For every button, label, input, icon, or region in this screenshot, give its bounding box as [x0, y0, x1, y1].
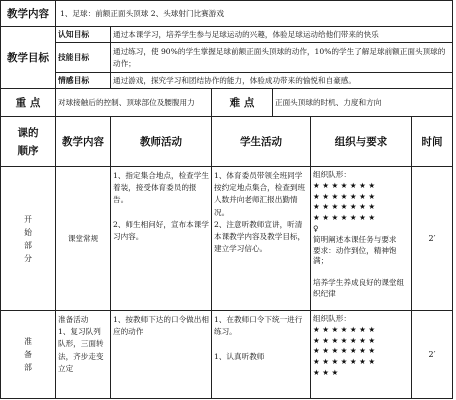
row-warmup-time: 2′ [412, 311, 453, 399]
goal-skill-text: 通过练习，使 90%的学生掌握足球前额正面头顶球的动作，10%的学生了解足球前额正面头顶球的动作； [111, 43, 453, 73]
table-row-opening [1, 167, 453, 311]
goal-cognitive-text: 通过本课学习，培养学生参与足球运动的兴趣，体验足球运动给他们带来的快乐 [111, 27, 453, 43]
goal-row-skill [1, 43, 453, 73]
col-student: 学生活动 [212, 117, 311, 167]
table-row-warmup [1, 311, 453, 399]
goal-skill-label: 技能目标 [56, 43, 111, 73]
row-opening-content: 课堂常规 [56, 167, 111, 311]
goal-cognitive-label: 认知目标 [56, 27, 111, 43]
row-opening-teacher: 1、指定集合地点，检查学生着装，接受体育委员的报告。 2、师生相问好，宣布本课学习内容。 [111, 167, 212, 311]
col-organization: 组织与要求 [311, 117, 412, 167]
row-warmup-order: 准 备 部 [1, 311, 56, 399]
goal-row-affective [1, 73, 453, 89]
difficulty-text: 正面头顶球的时机、力度和方向 [273, 89, 453, 117]
content-row [1, 1, 453, 27]
goal-row-cognitive [1, 27, 453, 43]
row-warmup-organization: 组织队形： ★ ★ ★ ★ ★ ★ ★ ★ ★ ★ ★ ★ ★ ★ ★ ★ ★ ★ ★ ★ ★ ★ ★ ★ ★ ★ ★ ★ ★ ★ ★ [311, 311, 412, 399]
column-header-row [1, 117, 453, 167]
row-opening-order: 开 始 部 分 [1, 167, 56, 311]
row-opening-organization: 组织队形： ★ ★ ★ ★ ★ ★ ★ ★ ★ ★ ★ ★ ★ ★ ★ ★ ★ ★ ★ ★ ★ ★ ★ ★ ★ ★ ★ ★ ♀ 简明阐述本课任务与要求 要求：动作到位，精神饱满； 培养学生养成良好的课堂组织纪律 [311, 167, 412, 311]
col-teacher: 教师活动 [111, 117, 212, 167]
content-label: 教学内容 [1, 1, 56, 27]
content-text: 1、足球：前额正面头顶球 2、头球射门比赛游戏 [56, 1, 453, 27]
key-text: 对球接触后的控制、顶球部位及腰腹用力 [56, 89, 212, 117]
row-opening-time: 2′ [412, 167, 453, 311]
goal-affective-text: 通过游戏，探究学习和团结协作的能力，体验成功带来的愉悦和自豪感。 [111, 73, 453, 89]
row-opening-student: 1、体育委员带领全班同学按约定地点集合，检查到班人数并向老师汇报出勤情况。 2、注意听教师宣讲，听清本课教学内容及教学目标，建立学习信心。 [212, 167, 311, 311]
col-content: 教学内容 [56, 117, 111, 167]
difficulty-label: 难 点 [212, 89, 273, 117]
goal-affective-label: 情感目标 [56, 73, 111, 89]
row-warmup-student: 1、在教师口令下统一进行练习。 1、认真听教师 [212, 311, 311, 399]
col-order: 课的 顺序 [1, 117, 56, 167]
row-warmup-teacher: 1、按教师下达的口令做出相应的动作 [111, 311, 212, 399]
key-label: 重 点 [1, 89, 56, 117]
goal-label: 教学目标 [1, 27, 56, 89]
key-difficulty-row [1, 89, 453, 117]
col-time: 时间 [412, 117, 453, 167]
row-warmup-content: 准备活动 1、复习队列队形，三面转法，齐步走变立定 [56, 311, 111, 399]
